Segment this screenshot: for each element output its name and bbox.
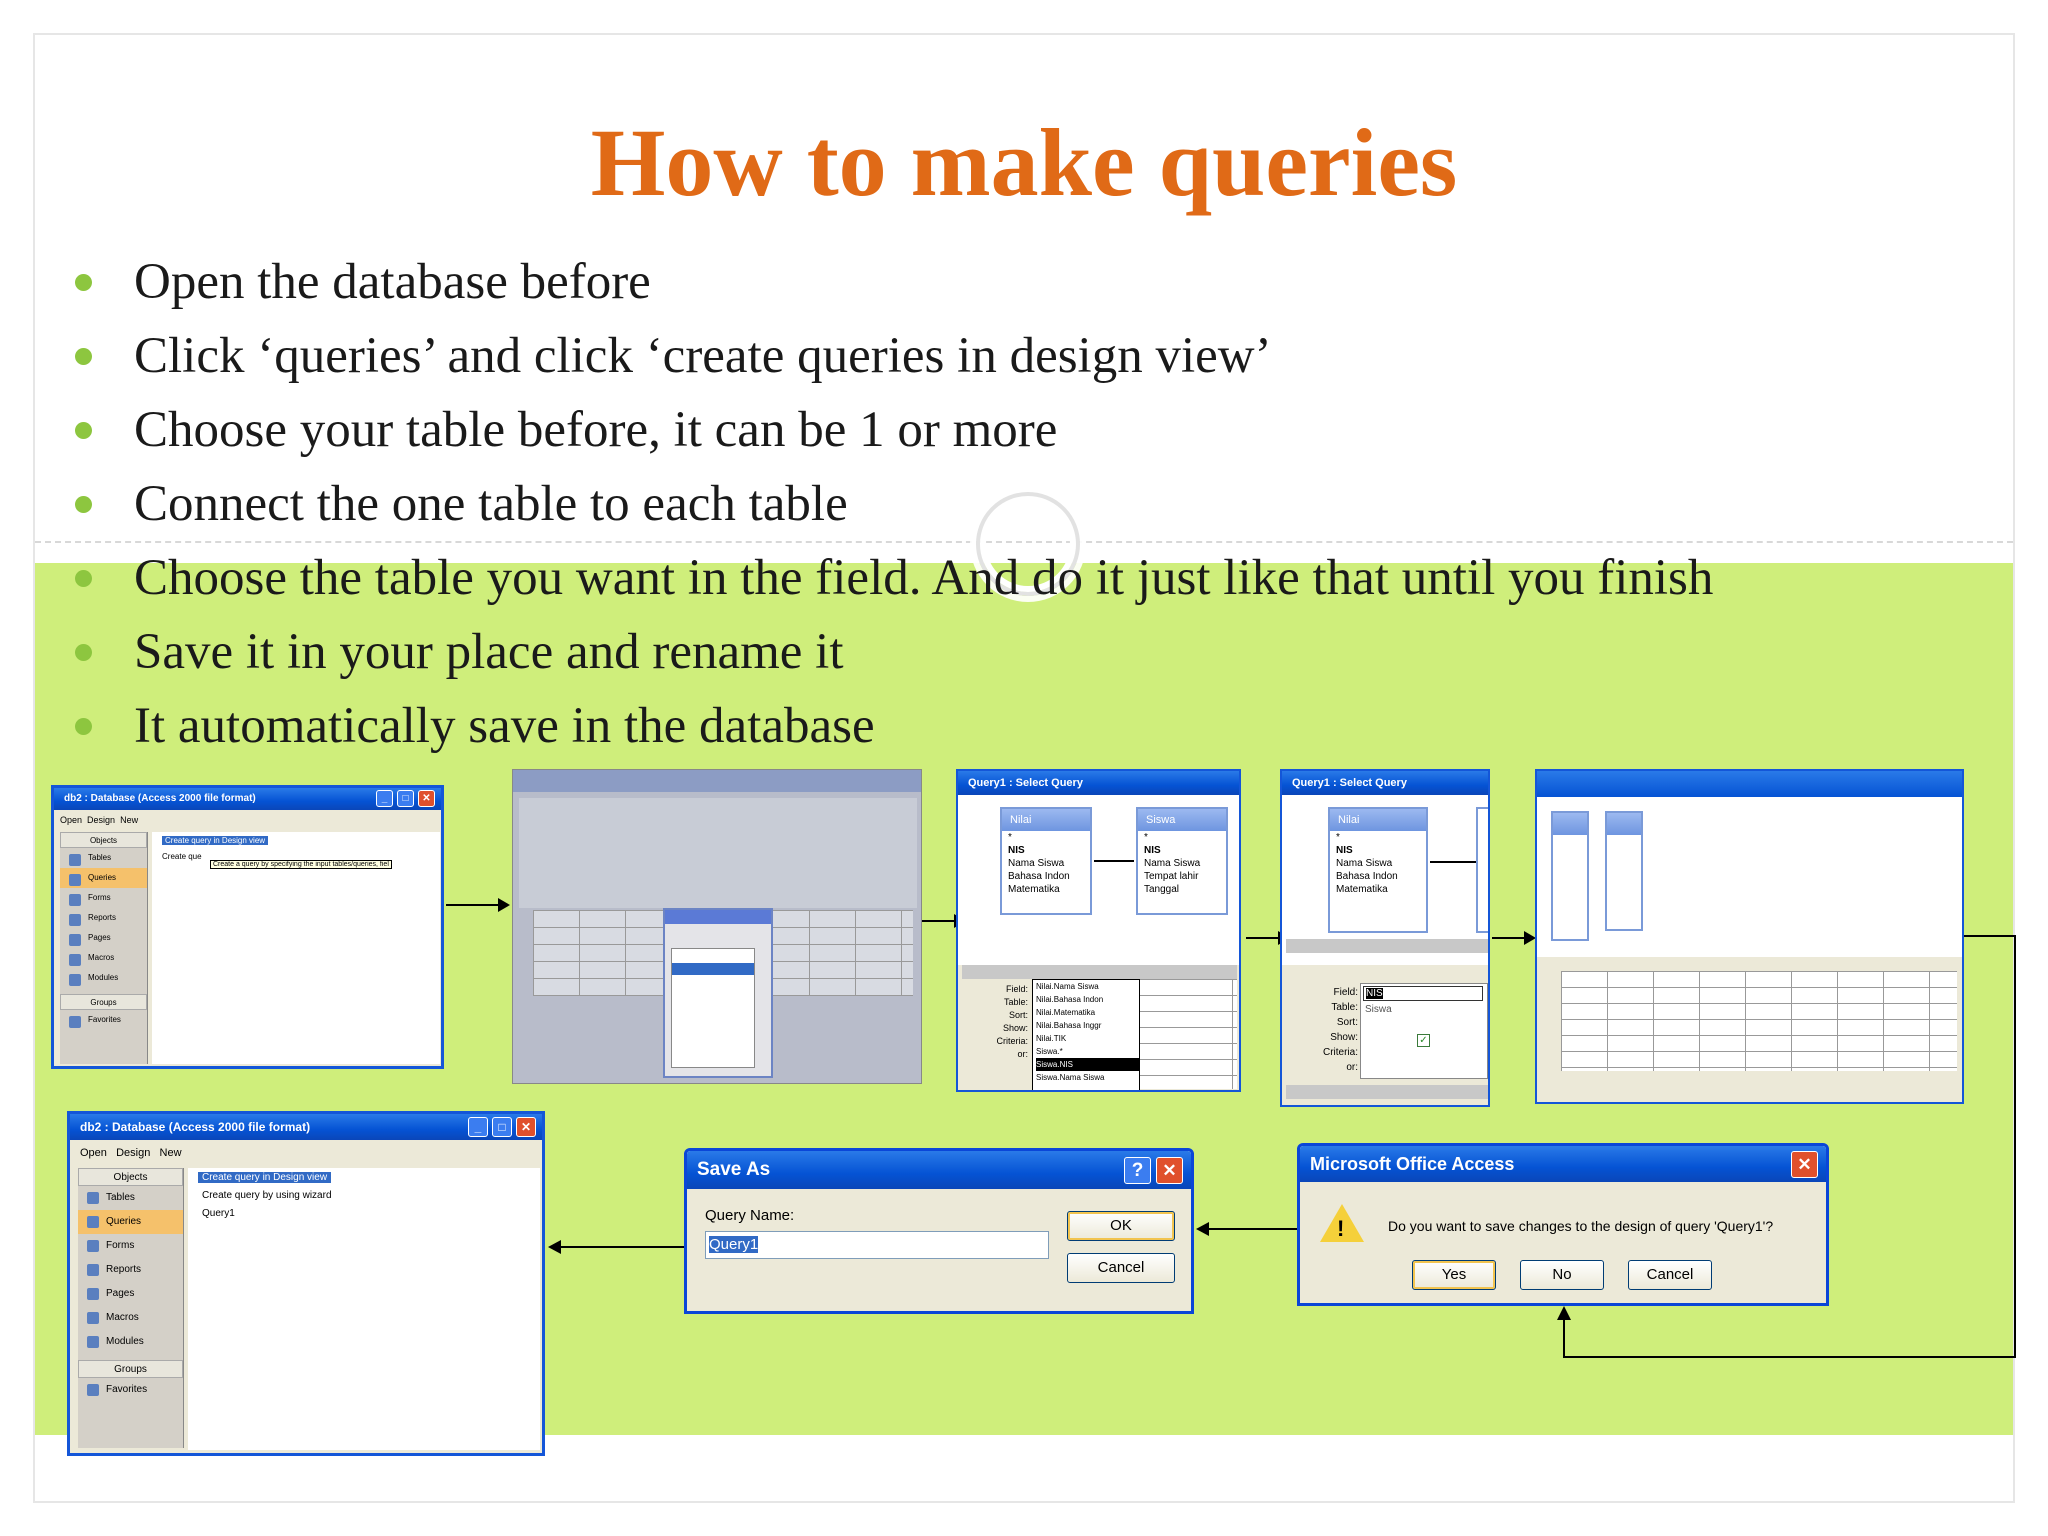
save-as-dialog [684, 1148, 1194, 1314]
bullet-dot-icon [75, 274, 92, 291]
help-icon[interactable]: ? [1124, 1157, 1151, 1184]
sidebar-item-forms[interactable]: Forms [78, 1234, 183, 1258]
bullet-item: Click ‘queries’ and click ‘create queries in design view’ [72, 324, 1713, 398]
object-list [152, 832, 440, 1064]
select-query-screenshot-1: Query1 : Select Query Nilai * NIS Nama Siswa Bahasa Indon Matematika Siswa * NIS Nama Siswa Tempat lahir Tanggal Field: Table: Sort: Show: Criteria: or: Nilai.Nama Siswa Nilai.Bahasa Indon Nilai.Matematika Nilai.Bahasa Inggr Nilai.TIK Siswa.* Siswa.NIS Siswa.Nama Siswa [956, 769, 1241, 1092]
flow-arrow [446, 904, 500, 906]
dialog-message: Do you want to save changes to the design of query 'Query1'? [1388, 1218, 1774, 1234]
row-labels: Field: Table: Sort: Show: Criteria: or: [1322, 987, 1358, 1073]
sidebar-item-macros[interactable]: Macros [60, 948, 147, 968]
open-button[interactable]: Open [60, 815, 83, 825]
maximize-icon[interactable]: □ [397, 790, 414, 807]
minimize-icon[interactable]: _ [468, 1117, 488, 1137]
no-button[interactable]: No [1520, 1260, 1604, 1290]
objects-sidebar: Objects Tables Queries Forms Reports Pages Macros Modules Groups Favorites [78, 1168, 184, 1448]
bullet-dot-icon [75, 496, 92, 513]
cancel-button[interactable]: Cancel [1628, 1260, 1712, 1290]
db-window-small-titlebar: db2 : Database (Access 2000 file format) [54, 788, 441, 810]
show-table-screenshot [512, 769, 922, 1084]
sidebar-item-pages[interactable]: Pages [78, 1282, 183, 1306]
sidebar-item-favorites[interactable]: Favorites [60, 1010, 147, 1030]
objects-sidebar: Objects Tables Queries Forms Reports Pages Macros Modules Groups Favorites [60, 832, 148, 1064]
arrowhead-left-icon [1196, 1222, 1209, 1236]
bullet-dot-icon [75, 644, 92, 661]
design-button[interactable]: Design [87, 815, 116, 825]
scrollbar[interactable] [1286, 1085, 1488, 1099]
scrollbar[interactable] [962, 965, 1237, 979]
bullet-item: It automatically save in the database [72, 694, 1713, 768]
scrollbar[interactable] [1286, 939, 1488, 953]
ms-access-dialog: Microsoft Office Access ✕ ! Do you want to save changes to the design of query 'Query1'? Yes No Cancel [1297, 1143, 1829, 1306]
ms-access-titlebar: Microsoft Office Access [1300, 1146, 1826, 1182]
flow-line [1563, 1356, 2016, 1358]
db-toolbar [80, 1147, 182, 1159]
sidebar-item-favorites[interactable]: Favorites [78, 1378, 183, 1402]
flow-arrow [560, 1246, 684, 1248]
db-window-large-screenshot: db2 : Database (Access 2000 file format) _ □ ✕ Open Design New Objects Tables Queries Forms Reports Pages Macros Modules Groups Favorites Create query in Design view Create query by using wizard Query1 [67, 1111, 545, 1456]
sidebar-item-tables[interactable]: Tables [78, 1186, 183, 1210]
sidebar-item-pages[interactable]: Pages [60, 928, 147, 948]
bullet-dot-icon [75, 570, 92, 587]
bullet-item: Choose the table you want in the field. And do it just like that until you finish [72, 546, 1713, 620]
bullet-dot-icon [75, 718, 92, 735]
list-item[interactable]: Create query by using wizard [202, 1190, 332, 1201]
sidebar-item-modules[interactable]: Modules [60, 968, 147, 988]
new-button[interactable]: New [120, 815, 139, 825]
bullet-item: Save it in your place and rename it [72, 620, 1713, 694]
close-icon[interactable]: ✕ [516, 1117, 536, 1137]
bullet-list [72, 250, 1713, 768]
db-window-small-screenshot [51, 785, 444, 1069]
show-checkbox[interactable]: ✓ [1417, 1034, 1430, 1047]
table-siswa: Siswa * NIS Nama Siswa Tempat lahir Tanggal [1136, 807, 1228, 915]
list-item[interactable]: Create que [162, 852, 202, 861]
sidebar-item-modules[interactable]: Modules [78, 1330, 183, 1354]
table-nilai: Nilai * NIS Nama Siswa Bahasa Indon Matematika [1328, 807, 1428, 933]
flow-line [1563, 1320, 1565, 1358]
arrowhead-left-icon [548, 1240, 561, 1254]
sidebar-item-queries[interactable]: Queries [78, 1210, 183, 1234]
sidebar-item-queries[interactable]: Queries [60, 868, 147, 888]
ok-button[interactable]: OK [1067, 1211, 1175, 1241]
sidebar-item-tables[interactable]: Tables [60, 848, 147, 868]
slide-title: How to make queries [590, 109, 1458, 216]
tooltip: Create a query by specifying the input tables/queries, fiel [210, 860, 392, 869]
flow-line [2014, 935, 2016, 1358]
design-button[interactable]: Design [116, 1147, 151, 1159]
relationship-line [1094, 860, 1134, 862]
maximize-icon[interactable]: □ [492, 1117, 512, 1137]
sidebar-item-reports[interactable]: Reports [78, 1258, 183, 1282]
field-select[interactable]: NIS [1363, 986, 1483, 1001]
list-item[interactable]: Create query in Design view [162, 836, 268, 845]
table-nilai: Nilai * NIS Nama Siswa Bahasa Indon Matematika [1000, 807, 1092, 915]
field-dropdown[interactable]: Nilai.Nama Siswa Nilai.Bahasa Indon Nilai.Matematika Nilai.Bahasa Inggr Nilai.TIK Siswa.* Siswa.NIS Siswa.Nama Siswa [1032, 979, 1140, 1091]
query-grid-screenshot [1535, 769, 1964, 1104]
relationship-line [1430, 861, 1476, 863]
close-icon[interactable]: ✕ [1156, 1157, 1183, 1184]
yes-button[interactable]: Yes [1412, 1260, 1496, 1290]
save-as-titlebar: Save As [687, 1151, 1191, 1189]
db-toolbar [60, 815, 138, 825]
sidebar-item-forms[interactable]: Forms [60, 888, 147, 908]
flow-arrow [1492, 937, 1526, 939]
flow-arrow [1208, 1228, 1298, 1230]
bullet-dot-icon [75, 348, 92, 365]
bullet-dot-icon [75, 422, 92, 439]
show-table-dialog [663, 908, 773, 1078]
arrowhead-up-icon [1557, 1306, 1571, 1320]
object-list [188, 1168, 540, 1450]
bullet-item: Connect the one table to each table [72, 472, 1713, 546]
cancel-button[interactable]: Cancel [1067, 1253, 1175, 1283]
flow-arrow [922, 920, 956, 922]
query-name-label: Query Name: [705, 1207, 795, 1224]
list-item[interactable]: Query1 [202, 1208, 235, 1219]
row-labels: Field: Table: Sort: Show: Criteria: or: [996, 984, 1028, 1059]
bullet-item: Choose your table before, it can be 1 or more [72, 398, 1713, 472]
sidebar-item-reports[interactable]: Reports [60, 908, 147, 928]
flow-line [1964, 935, 2016, 937]
bullet-item: Open the database before [72, 250, 1713, 324]
list-item[interactable]: Create query in Design view [198, 1172, 331, 1183]
flow-arrow [1246, 937, 1280, 939]
query-name-input[interactable]: Query1 [705, 1231, 1049, 1259]
close-icon[interactable]: ✕ [1791, 1151, 1818, 1178]
open-button[interactable]: Open [80, 1147, 107, 1159]
select-query-screenshot-2: Query1 : Select Query Nilai * NIS Nama Siswa Bahasa Indon Matematika Field: Table: Sort: Show: Criteria: or: NIS Siswa ✓ [1280, 769, 1490, 1107]
arrowhead-right-icon [498, 898, 510, 912]
new-button[interactable]: New [159, 1147, 182, 1159]
close-icon[interactable]: ✕ [418, 790, 435, 807]
minimize-icon[interactable]: _ [376, 790, 393, 807]
sidebar-item-macros[interactable]: Macros [78, 1306, 183, 1330]
